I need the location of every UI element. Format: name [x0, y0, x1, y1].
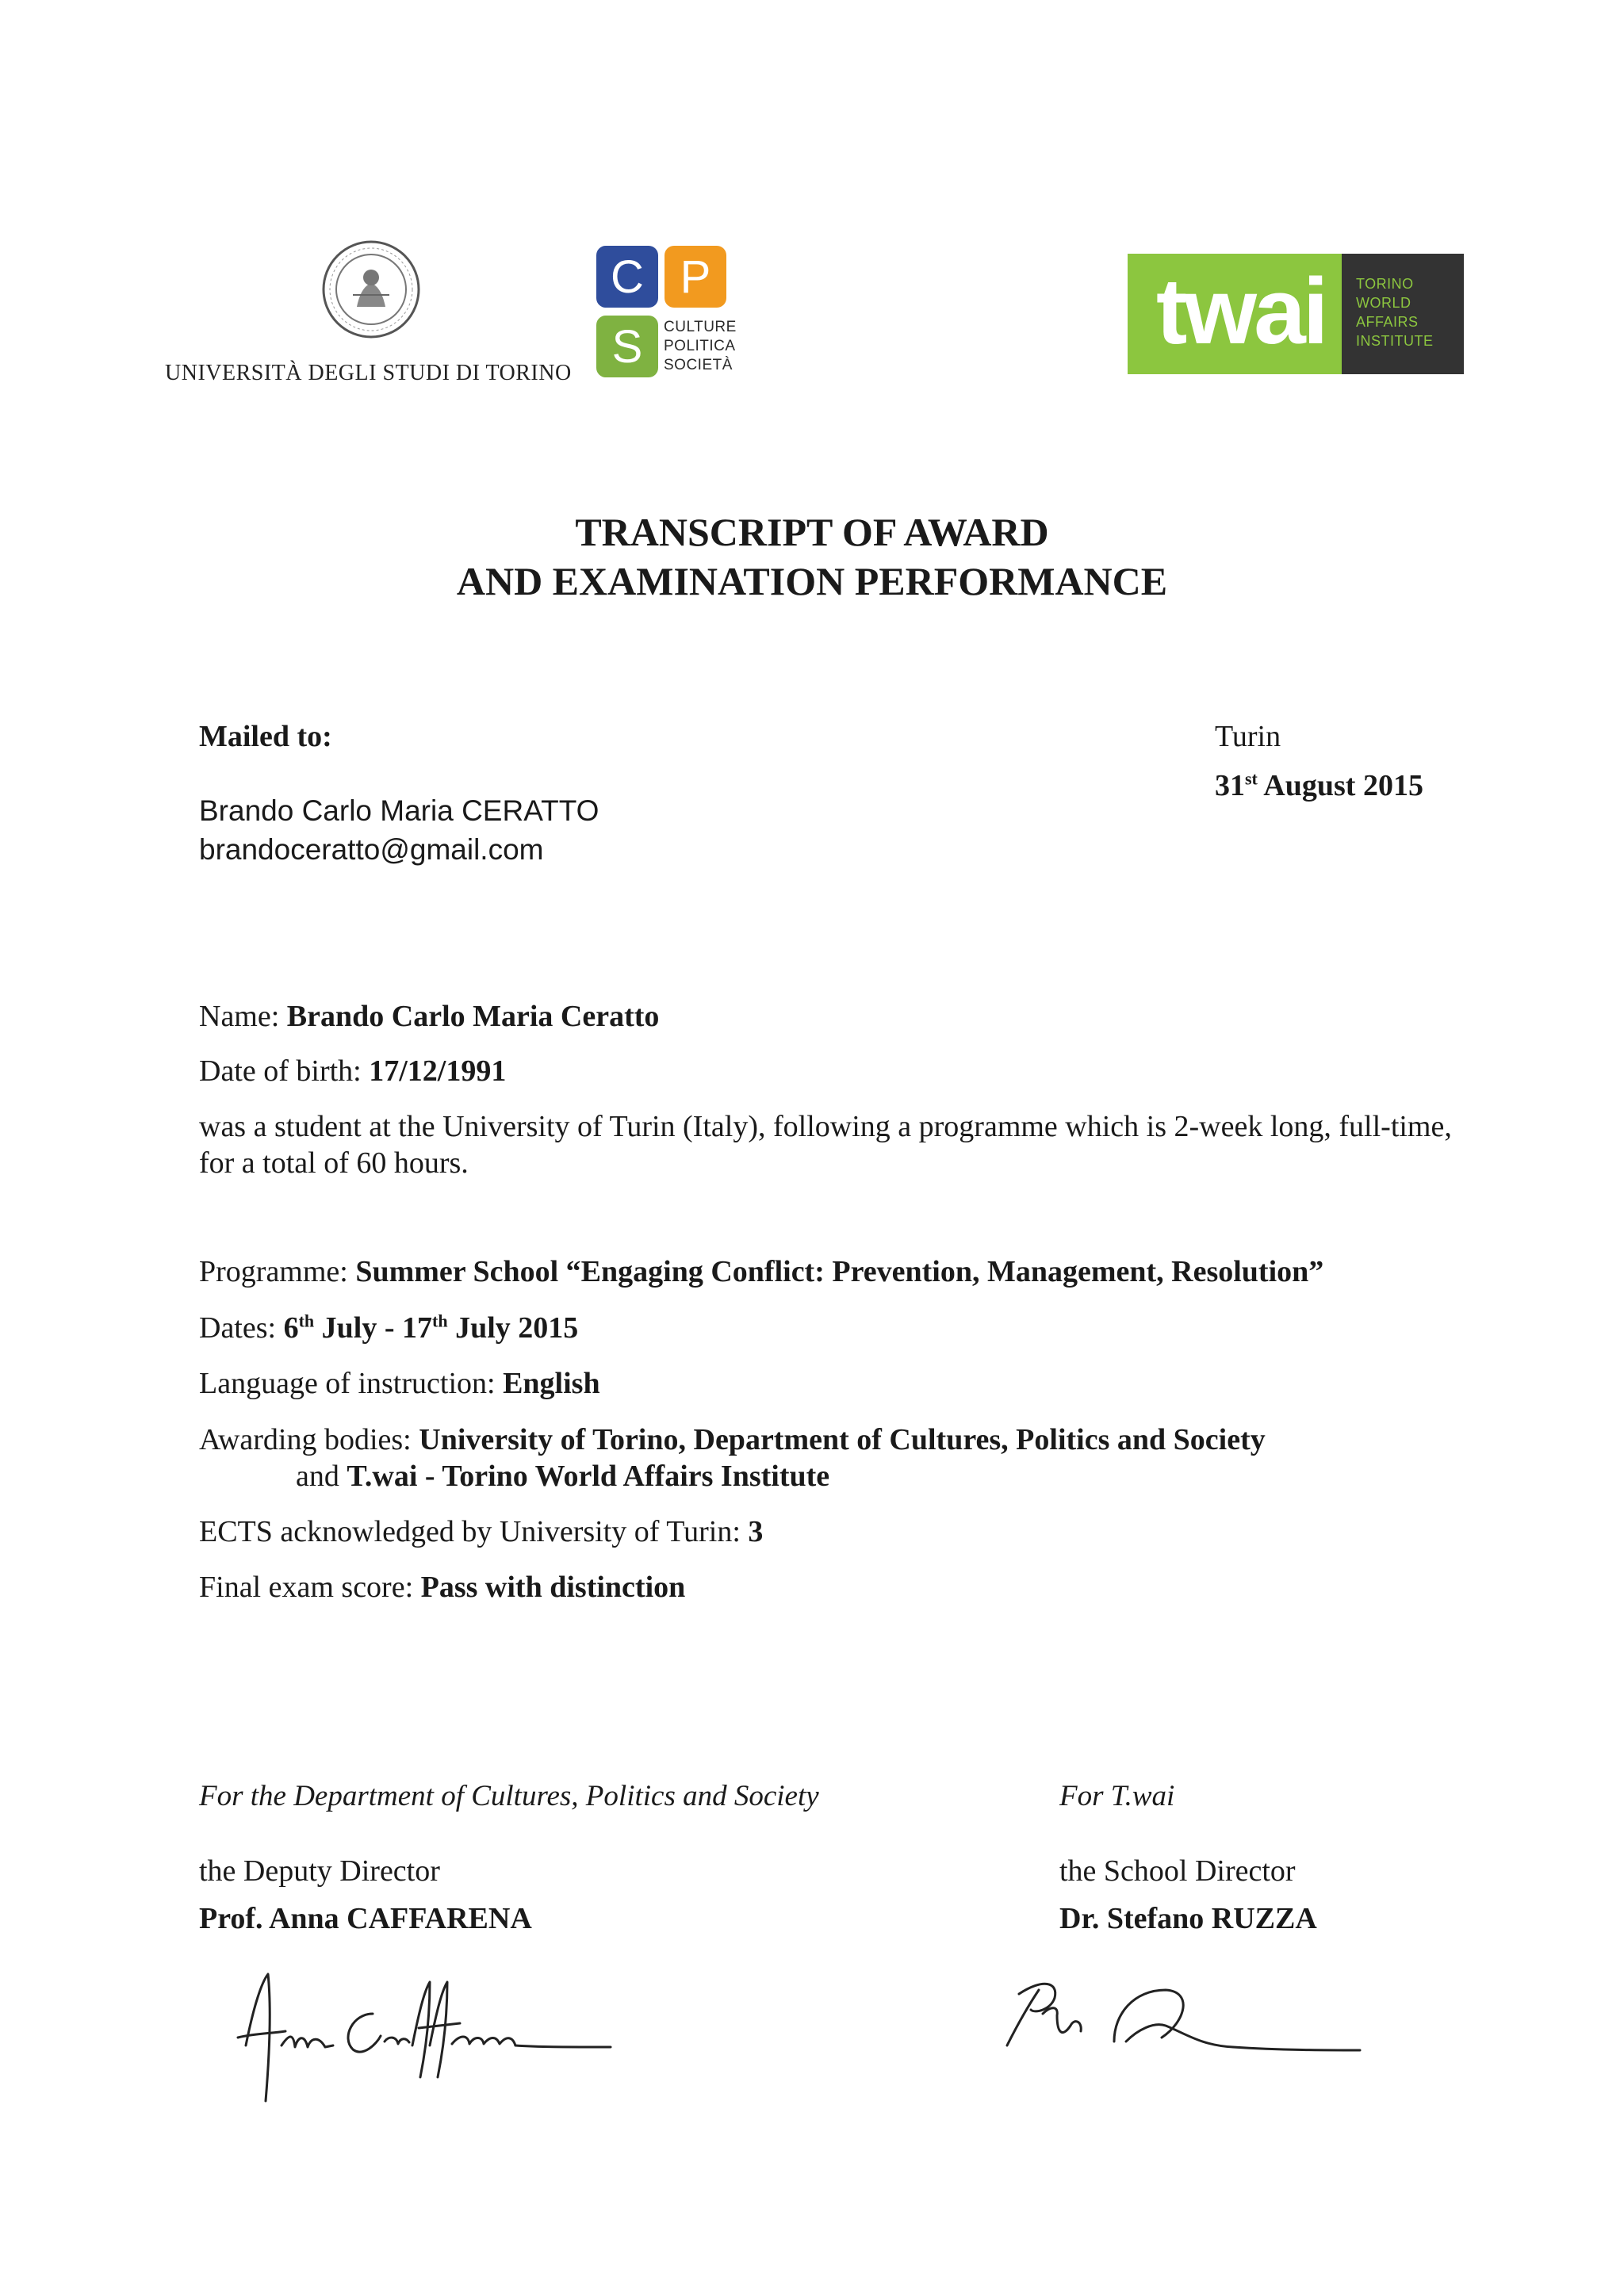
signatory-left-name: Prof. Anna CAFFARENA	[199, 1902, 532, 1935]
twai-sub-institute: INSTITUTE	[1356, 333, 1434, 349]
language-line	[199, 1365, 600, 1402]
dates-end-rest: July 2015	[447, 1311, 579, 1345]
dates-end-day: 17	[402, 1311, 432, 1345]
twai-subtitle-panel	[1342, 254, 1464, 374]
mailed-to-label: Mailed to:	[199, 720, 332, 753]
title-line-1: TRANSCRIPT OF AWARD	[575, 510, 1049, 554]
cps-letter-p: P	[665, 246, 726, 308]
dates-value	[284, 1311, 579, 1345]
language-value: English	[503, 1367, 600, 1400]
recipient-email: brandoceratto@gmail.com	[199, 833, 544, 866]
recipient-name: Brando Carlo Maria CERATTO	[199, 794, 599, 827]
issue-date-rest: August 2015	[1257, 769, 1423, 802]
twai-wordmark-panel	[1128, 254, 1342, 374]
exam-score-line	[199, 1569, 685, 1605]
language-label: Language of instruction:	[199, 1367, 504, 1400]
exam-value: Pass with distinction	[420, 1571, 686, 1604]
dates-start-day: 6	[283, 1311, 299, 1345]
dates-end-suffix: th	[432, 1311, 448, 1331]
issue-place: Turin	[1215, 720, 1281, 753]
awarding-value-2: T.wai - Torino World Affairs Institute	[347, 1460, 830, 1493]
dates-label: Dates:	[199, 1311, 284, 1345]
cps-letter-s: S	[596, 316, 658, 377]
exam-label: Final exam score:	[199, 1571, 421, 1604]
signatory-right-affiliation: For T.wai	[1059, 1780, 1175, 1812]
twai-sub-torino: TORINO	[1356, 276, 1414, 292]
issue-date-day: 31	[1215, 769, 1245, 802]
cps-word-culture: CULTURE	[664, 319, 737, 335]
awarding-value-1: University of Torino, Department of Cultures, Politics and Society	[419, 1423, 1266, 1456]
signatory-right-role: the School Director	[1059, 1854, 1296, 1888]
ects-value: 3	[748, 1515, 764, 1548]
issue-date-suffix: st	[1245, 768, 1258, 789]
awarding-line	[199, 1422, 1266, 1458]
dob-label: Date of birth:	[199, 1054, 370, 1088]
signatory-right-name: Dr. Stefano RUZZA	[1059, 1902, 1317, 1935]
student-name-line	[199, 998, 659, 1035]
programme-line	[199, 1253, 1323, 1290]
signatory-left-role: the Deputy Director	[199, 1854, 440, 1888]
cps-words	[664, 318, 737, 375]
signature-left	[222, 1958, 619, 2117]
ects-label: ECTS acknowledged by University of Turin:	[199, 1515, 749, 1548]
cps-word-politica: POLITICA	[664, 338, 736, 354]
programme-value: Summer School “Engaging Conflict: Prevention, Management, Resolution”	[355, 1255, 1324, 1288]
title-line-2: AND EXAMINATION PERFORMANCE	[456, 559, 1168, 603]
twai-sub-affairs: AFFAIRS	[1356, 314, 1419, 330]
dates-line	[199, 1310, 578, 1346]
awarding-label: Awarding bodies:	[199, 1423, 419, 1456]
awarding-line-2	[296, 1458, 829, 1494]
name-value: Brando Carlo Maria Ceratto	[286, 1000, 660, 1033]
signatory-left-affiliation: For the Department of Cultures, Politics and Society	[199, 1780, 819, 1812]
dates-start-rest: July -	[314, 1311, 402, 1345]
name-label: Name:	[199, 1000, 287, 1033]
university-seal-icon	[321, 239, 421, 339]
twai-wordmark: twai	[1156, 259, 1326, 364]
twai-subtitle	[1356, 274, 1434, 350]
dob-line	[199, 1053, 506, 1089]
university-name: UNIVERSITÀ DEGLI STUDI DI TORINO	[165, 361, 572, 385]
cps-logo	[596, 246, 737, 381]
issue-date	[1215, 767, 1423, 804]
twai-sub-world: WORLD	[1356, 295, 1411, 311]
cps-letter-c: C	[596, 246, 658, 308]
dates-start-suffix: th	[298, 1311, 315, 1331]
document-title	[0, 507, 1624, 606]
twai-logo	[1128, 254, 1464, 374]
dob-value: 17/12/1991	[369, 1054, 507, 1088]
programme-label: Programme:	[199, 1255, 356, 1288]
signature-right	[995, 1958, 1368, 2085]
student-statement: was a student at the University of Turin (Italy), following a programme which is 2-week long, full-time, for a total of 60 hours.	[199, 1110, 1452, 1180]
awarding-and: and	[296, 1460, 347, 1493]
cps-word-societa: SOCIETÀ	[664, 357, 733, 373]
ects-line	[199, 1513, 763, 1550]
